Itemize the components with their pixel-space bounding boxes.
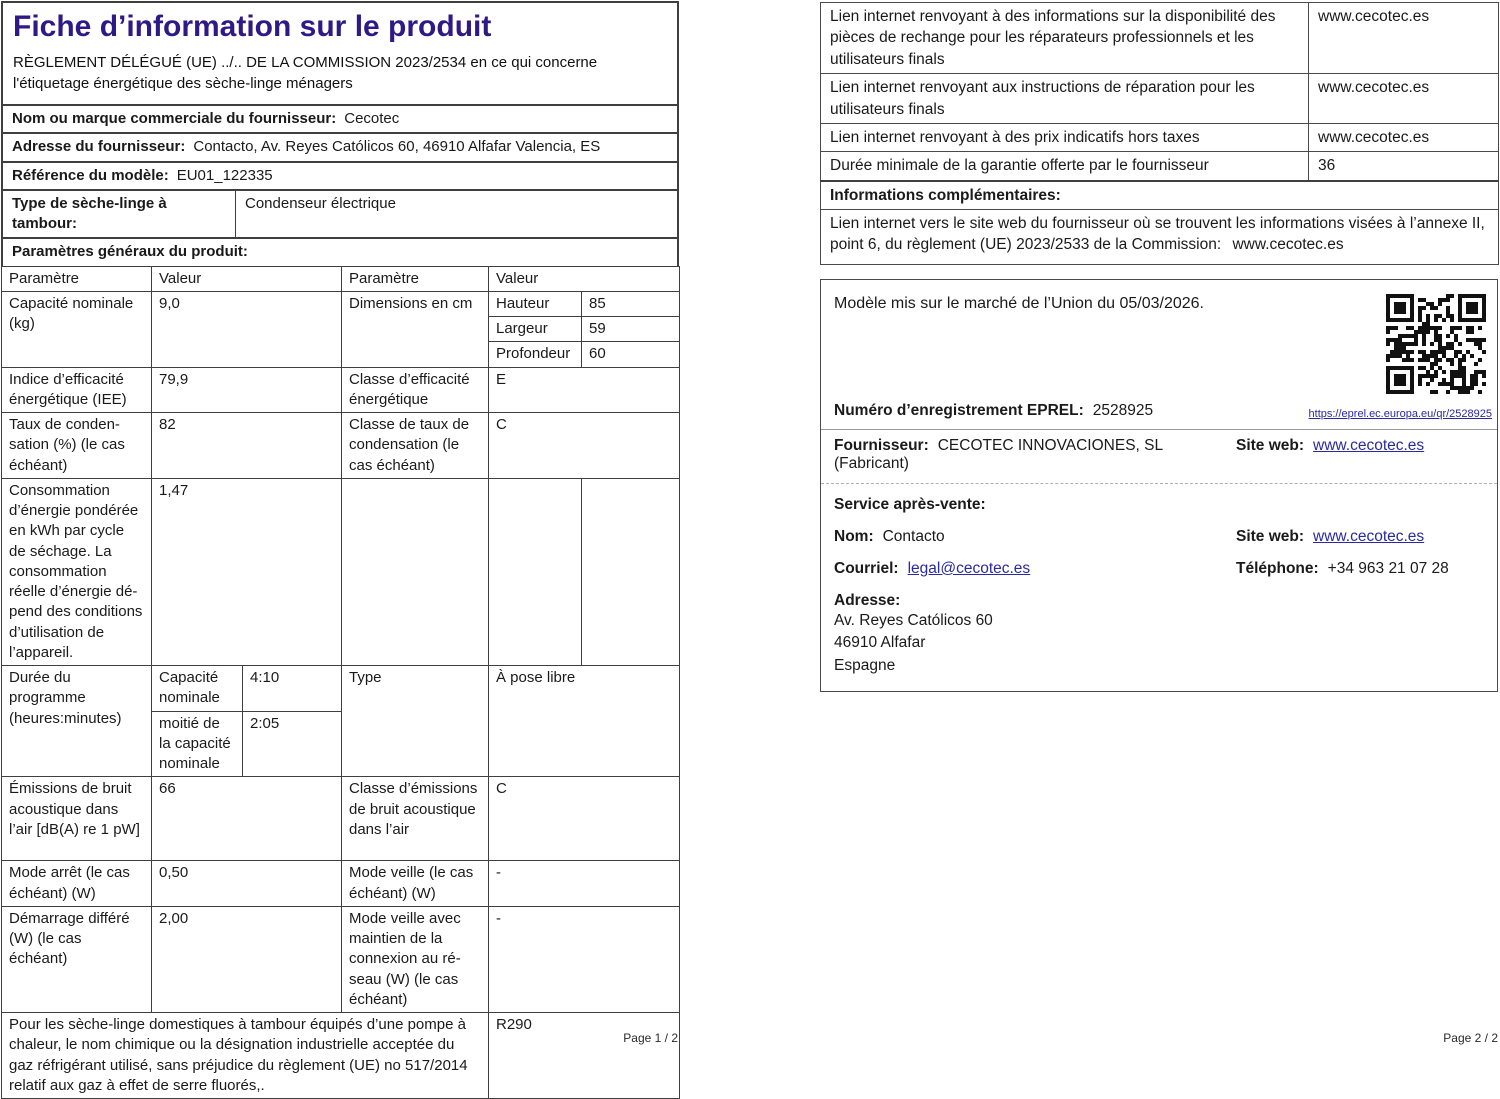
indicative-prices-link-value: www.cecotec.es [1309, 123, 1499, 151]
noise-value: 66 [152, 777, 342, 861]
eprel-number: 2528925 [1093, 402, 1153, 419]
condensation-class-value: C [489, 413, 680, 479]
refrigerant-row [2, 1013, 680, 1099]
page-title: Fiche d’information sur le produit [13, 10, 667, 44]
col-header-parametre-2: Paramètre [342, 266, 489, 291]
condensation-class-label: Classe de taux de condensation (le cas échéant) [342, 413, 489, 479]
additional-info-text-row [821, 210, 1499, 265]
standby-label: Mode veille (le cas échéant) (W) [342, 861, 489, 907]
spare-parts-link-row [821, 3, 1499, 74]
program-duration-row [2, 666, 680, 712]
iee-row [2, 367, 680, 413]
condensation-row [2, 413, 680, 479]
standby-value: - [489, 861, 680, 907]
eprel-registration [834, 402, 1153, 420]
manufacturer-website [1236, 437, 1424, 473]
spare-parts-link-value: www.cecotec.es [1309, 3, 1499, 74]
additional-info-sentence: Lien internet vers le site web du fournisseur où se trouvent les informations visées à l’annexe II, point 6, du règlement (UE) 2023/2533 de la Commission: [830, 215, 1485, 253]
dimensions-label: Dimensions en cm [342, 291, 489, 367]
noise-class-label: Classe d’émissions de bruit acoustique dans l’air [342, 777, 489, 861]
title-block [3, 3, 677, 106]
general-parameters-table [1, 266, 680, 1099]
supplier-name-row [3, 106, 677, 134]
duration-half-value: 2:05 [243, 711, 342, 777]
phone-label: Téléphone: [1236, 560, 1319, 577]
eprel-registration-row [821, 402, 1497, 430]
dimension-depth-value: 60 [582, 342, 680, 367]
dimension-depth-label: Profondeur [489, 342, 582, 367]
col-header-valeur-1: Valeur [152, 266, 342, 291]
noise-label: Émissions de bruit acoustique dans l’air [dB(A) re 1 pW] [2, 777, 152, 861]
capacity-value: 9,0 [152, 291, 342, 367]
supplier-address-label: Adresse du fournisseur: [12, 138, 185, 155]
col-header-parametre-1: Paramètre [2, 266, 152, 291]
delayed-start-label: Démarrage différé (W) (le cas échéant) [2, 906, 152, 1012]
dimension-width-label: Largeur [489, 317, 582, 342]
qr-code-icon [1382, 290, 1490, 398]
additional-info-heading: Informations complémentaires: [821, 181, 1499, 210]
additional-info-text [821, 210, 1499, 265]
dimension-width-value: 59 [582, 317, 680, 342]
phone-value: +34 963 21 07 28 [1328, 560, 1449, 577]
after-sales-heading: Service après-vente: [834, 496, 1484, 514]
manufacturer-website-link[interactable]: www.cecotec.es [1313, 437, 1424, 454]
noise-class-value: C [489, 777, 680, 861]
dryer-type-label: Type de sèche-linge à tambour: [3, 191, 236, 238]
service-website-link[interactable]: www.cecotec.es [1313, 528, 1424, 545]
service-contact-row [834, 560, 1484, 578]
spare-parts-link-label: Lien internet renvoyant à des informations sur la disponibilité des pièces de rechange pour les réparateurs professionnels et les utilisateurs finals [821, 3, 1309, 74]
model-reference-value: EU01_122335 [177, 167, 273, 184]
links-table [820, 2, 1499, 265]
empty-cell [582, 478, 680, 665]
manufacturer-value: CECOTEC INNOVACIONES, SL (Fabricant) [834, 437, 1163, 472]
type-label: Type [342, 666, 489, 777]
after-sales-service-block [821, 484, 1497, 691]
refrigerant-label: Pour les sèche-linge domestiques à tambour équipés d’une pompe à chaleur, le nom chimique ou la désignation industrielle acceptée du gaz réfrigérant utilisé, sans préjudice du règlement (UE) no 517/2014 relatif aux gaz à effet de serre fluorés,. [2, 1013, 489, 1099]
repair-instructions-link-label: Lien internet renvoyant aux instructions de réparation pour les utilisateurs finals [821, 74, 1309, 124]
model-reference-row [3, 163, 677, 191]
networked-standby-label: Mode veille avec maintien de la connexion au réseau (W) (le cas échéant) [342, 906, 489, 1012]
market-placement-text: Modèle mis sur le marché de l’Union du 05/03/2026. [821, 280, 1497, 402]
off-mode-label: Mode arrêt (le cas échéant) (W) [2, 861, 152, 907]
supplier-address-row [3, 134, 677, 162]
address-line-city: 46910 Alfafar [834, 632, 1484, 654]
program-duration-label: Durée du programme (heures:minutes) [2, 666, 152, 777]
noise-row [2, 777, 680, 861]
page1-footer: Page 1 / 2 [0, 1031, 678, 1045]
dimension-height-label: Hauteur [489, 291, 582, 316]
table-header-row [2, 266, 680, 291]
repair-instructions-link-row [821, 74, 1499, 124]
service-email [834, 560, 1236, 578]
supplier-address-value: Contacto, Av. Reyes Católicos 60, 46910 Alfafar Valencia, ES [193, 138, 600, 155]
email-label: Courriel: [834, 560, 899, 577]
manufacturer-row [821, 430, 1497, 484]
address-line-street: Av. Reyes Católicos 60 [834, 610, 1484, 632]
energy-class-label: Classe d’efficacité énergétique [342, 367, 489, 413]
duration-rated-value: 4:10 [243, 666, 342, 712]
service-website-label: Site web: [1236, 528, 1304, 545]
general-params-heading: Paramètres généraux du produit: [3, 239, 677, 265]
product-sheet-page-2 [820, 2, 1498, 692]
product-sheet-page-1 [1, 1, 679, 1099]
address-heading: Adresse: [834, 592, 1484, 610]
service-name-label: Nom: [834, 528, 874, 545]
energy-consumption-label: Consommation d’énergie pondérée en kWh par cycle de séchage. La consommation réelle d’énergie dépend des conditions d’utilisation de l’appareil. [2, 478, 152, 665]
refrigerant-value: R290 [489, 1013, 680, 1099]
service-name-row [834, 528, 1484, 546]
manufacturer-label: Fournisseur: [834, 437, 929, 454]
supplier-name-label: Nom ou marque commerciale du fournisseur: [12, 110, 336, 127]
empty-cell [342, 478, 489, 665]
condensation-rate-value: 82 [152, 413, 342, 479]
address-line-country: Espagne [834, 655, 1484, 677]
condensation-rate-label: Taux de condensation (%) (le cas échéant) [2, 413, 152, 479]
service-phone [1236, 560, 1484, 578]
energy-consumption-row [2, 478, 680, 665]
warranty-duration-label: Durée minimale de la garantie offerte par le fournisseur [821, 152, 1309, 181]
registration-box [820, 279, 1498, 692]
capacity-row [2, 291, 680, 316]
service-name [834, 528, 1236, 546]
empty-cell [489, 478, 582, 665]
indicative-prices-link-label: Lien internet renvoyant à des prix indicatifs hors taxes [821, 123, 1309, 151]
model-reference-label: Référence du modèle: [12, 167, 169, 184]
energy-class-value: E [489, 367, 680, 413]
duration-rated-label: Capacité nominale [152, 666, 243, 712]
email-link[interactable]: legal@cecotec.es [908, 560, 1031, 577]
col-header-valeur-2: Valeur [489, 266, 680, 291]
warranty-duration-row [821, 152, 1499, 181]
energy-consumption-value: 1,47 [152, 478, 342, 665]
delayed-start-value: 2,00 [152, 906, 342, 1012]
website-label: Site web: [1236, 437, 1304, 454]
regulation-subtitle: RÈGLEMENT DÉLÉGUÉ (UE) ../.. DE LA COMMISSION 2023/2534 en ce qui concerne l'étiquetage énergétique des sèche-linge ménagers [13, 52, 667, 94]
page2-footer: Page 2 / 2 [820, 1031, 1498, 1045]
capacity-label: Capacité nominale (kg) [2, 291, 152, 367]
iee-value: 79,9 [152, 367, 342, 413]
manufacturer-info [834, 437, 1236, 473]
dryer-type-value: Condenseur électrique [236, 191, 677, 238]
indicative-prices-link-row [821, 123, 1499, 151]
duration-half-label: moitié de la capacité nominale [152, 711, 243, 777]
delayed-start-row [2, 906, 680, 1012]
iee-label: Indice d’efficacité énergétique (IEE) [2, 367, 152, 413]
networked-standby-value: - [489, 906, 680, 1012]
warranty-duration-value: 36 [1309, 152, 1499, 181]
service-website [1236, 528, 1484, 546]
dimension-height-value: 85 [582, 291, 680, 316]
off-mode-value: 0,50 [152, 861, 342, 907]
supplier-name-value: Cecotec [344, 110, 399, 127]
additional-info-header-row [821, 181, 1499, 210]
service-name-value: Contacto [883, 528, 945, 545]
eprel-qr-link[interactable]: https://eprel.ec.europa.eu/qr/2528925 [1309, 408, 1492, 420]
supplier-website-inline: www.cecotec.es [1232, 236, 1343, 253]
page1-outer-box [1, 1, 679, 266]
eprel-label: Numéro d’enregistrement EPREL: [834, 402, 1084, 419]
off-mode-row [2, 861, 680, 907]
repair-instructions-link-value: www.cecotec.es [1309, 74, 1499, 124]
dryer-type-row [3, 191, 677, 240]
type-value: À pose libre [489, 666, 680, 777]
